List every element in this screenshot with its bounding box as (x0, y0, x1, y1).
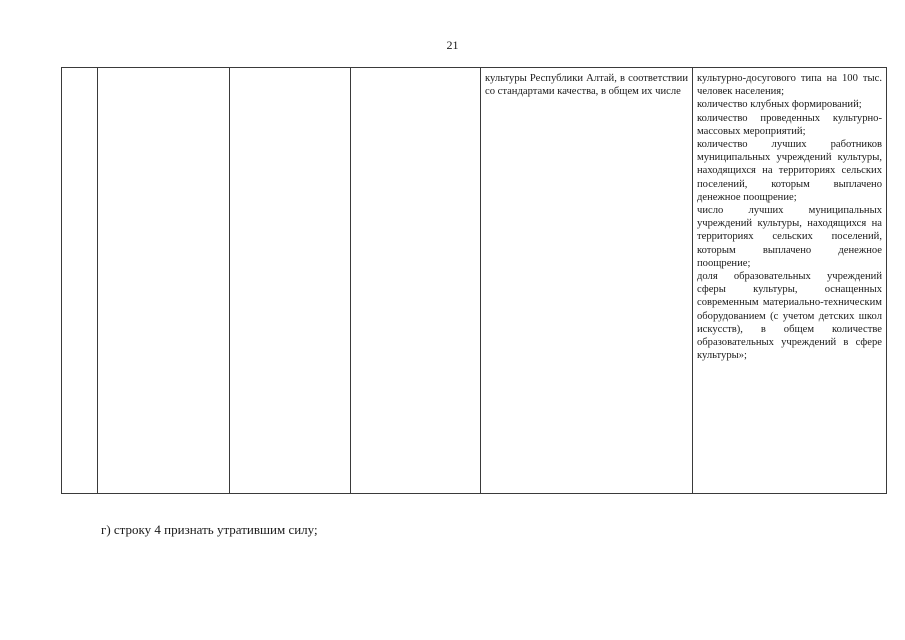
indicator-item: доля образовательных учреждений сферы культуры, оснащенных современным материально-техническим оборудованием (с учетом детских школ искусств), в общем количестве образовательных учреждений в сфере культуры»; (697, 271, 882, 362)
table-cell-6 (693, 68, 887, 494)
amendment-clause: г) строку 4 признать утратившим силу; (101, 522, 318, 537)
indicator-item: культурно-досугового типа на 100 тыс. человек населения; (697, 73, 882, 98)
page-number: 21 (446, 38, 459, 52)
indicator-list (693, 68, 886, 362)
table-row (62, 68, 887, 494)
table-cell-2 (98, 68, 230, 494)
indicator-name-text: культуры Республики Алтай, в соответствии со стандартами качества, в общем их числе (485, 73, 688, 98)
indicator-item: число лучших муниципальных учреждений культуры, находящихся на территориях сельских поселений, которым выплачено денежное поощрение; (697, 205, 882, 269)
table-cell-5 (481, 68, 693, 494)
indicator-item: количество лучших работников муниципальных учреждений культуры, находящихся на территориях сельских поселений, которым выплачено денежное поощрение; (697, 139, 882, 203)
indicator-item: количество клубных формирований; (697, 99, 862, 111)
table-cell-3 (230, 68, 351, 494)
table-cell-4 (351, 68, 481, 494)
amendment-table (61, 67, 887, 494)
table-cell-1 (62, 68, 98, 494)
indicator-item: количество проведенных культурно-массовых мероприятий; (697, 112, 882, 137)
